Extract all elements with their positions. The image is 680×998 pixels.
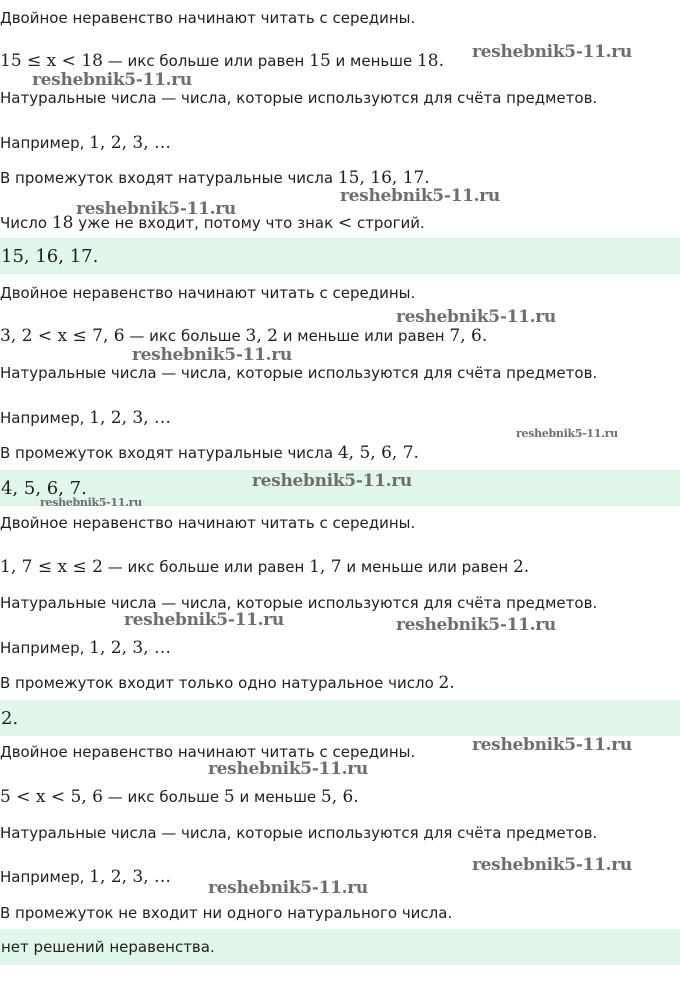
inequality-text-2: — икс больше — [124, 327, 246, 345]
inequality-bound-b-1: 18. — [416, 51, 445, 71]
inequality-math-3: 1, 7 ≤ x ≤ 2 — [0, 557, 103, 577]
example-math-4: 1, 2, 3, … — [89, 867, 172, 887]
inequality-mid-2: и меньше или равен — [277, 327, 450, 345]
natural-definition-3: Натуральные числа — числа, которые используются для счёта предметов. — [0, 594, 598, 612]
example-text-4: Например, — [0, 868, 90, 886]
watermark-text: reshebnik5-11.ru — [208, 878, 368, 898]
example-math-2: 1, 2, 3, … — [89, 408, 172, 428]
inequality-line-1 — [0, 51, 444, 71]
extra-note-part-a: Число — [0, 214, 52, 232]
intro-text-2: Двойное неравенство начинают читать с середины. — [0, 284, 416, 302]
inequality-text-4: — икс больше — [102, 788, 224, 806]
inequality-mid-3: и меньше или равен — [341, 558, 513, 576]
inequality-line-3 — [0, 557, 529, 577]
answer-text-2: 4, 5, 6, 7. — [1, 478, 87, 499]
answer-text-1: 15, 16, 17. — [1, 246, 99, 267]
range-math-2: 4, 5, 6, 7. — [337, 443, 419, 463]
watermark-text: reshebnik5-11.ru — [252, 471, 412, 491]
answer-box-3 — [0, 700, 680, 736]
range-text-2: В промежуток входят натуральные числа — [0, 444, 338, 462]
extra-note-number: 18 — [51, 213, 74, 233]
natural-definition-4: Натуральные числа — числа, которые используются для счёта предметов. — [0, 824, 598, 842]
example-line-3 — [0, 638, 171, 658]
intro-text-1: Двойное неравенство начинают читать с середины. — [0, 9, 416, 27]
inequality-math-4: 5 < x < 5, 6 — [0, 787, 103, 807]
example-line-1 — [0, 133, 171, 153]
watermark-text: reshebnik5-11.ru — [396, 307, 556, 327]
watermark-text: reshebnik5-11.ru — [396, 615, 556, 635]
watermark-text: reshebnik5-11.ru — [40, 496, 142, 509]
watermark-text: reshebnik5-11.ru — [76, 199, 236, 219]
range-text-4: В промежуток не входит ни одного натурального числа. — [0, 904, 453, 922]
inequality-bound-b-2: 7, 6. — [449, 326, 488, 346]
example-text-1: Например, — [0, 134, 90, 152]
watermark-text: reshebnik5-11.ru — [472, 735, 632, 755]
range-line-3 — [0, 673, 455, 693]
extra-note-sign: < — [337, 213, 353, 233]
answer-box-1 — [0, 238, 680, 274]
inequality-bound-b-4: 5, 6. — [320, 787, 359, 807]
range-text-1: В промежуток входят натуральные числа — [0, 169, 338, 187]
example-math-1: 1, 2, 3, … — [89, 133, 172, 153]
answer-text-4: нет решений неравенства. — [1, 938, 215, 956]
inequality-text-1: — икс больше или равен — [102, 52, 310, 70]
natural-definition-1: Натуральные числа — числа, которые используются для счёта предметов. — [0, 89, 598, 107]
answer-text-3: 2. — [1, 708, 19, 729]
example-line-4 — [0, 867, 171, 887]
example-line-2 — [0, 408, 171, 428]
inequality-mid-1: и меньше — [330, 52, 417, 70]
example-text-2: Например, — [0, 409, 90, 427]
answer-box-4 — [0, 929, 680, 965]
inequality-mid-4: и меньше — [234, 788, 321, 806]
watermark-text: reshebnik5-11.ru — [516, 427, 618, 440]
natural-definition-2: Натуральные числа — числа, которые используются для счёта предметов. — [0, 364, 598, 382]
watermark-text: reshebnik5-11.ru — [132, 345, 292, 365]
watermark-text: reshebnik5-11.ru — [124, 610, 284, 630]
example-text-3: Например, — [0, 639, 90, 657]
inequality-bound-b-3: 2. — [512, 557, 530, 577]
inequality-bound-a-3: 1, 7 — [309, 557, 342, 577]
intro-text-3: Двойное неравенство начинают читать с середины. — [0, 514, 416, 532]
range-math-3: 2. — [438, 673, 455, 693]
inequality-math-2: 3, 2 < x ≤ 7, 6 — [0, 326, 125, 346]
watermark-text: reshebnik5-11.ru — [32, 70, 192, 90]
watermark-text: reshebnik5-11.ru — [340, 186, 500, 206]
watermark-text: reshebnik5-11.ru — [472, 42, 632, 62]
inequality-bound-a-2: 3, 2 — [245, 326, 278, 346]
range-math-1: 15, 16, 17. — [337, 168, 430, 188]
range-line-1 — [0, 168, 430, 188]
extra-note-part-e: строгий. — [352, 214, 425, 232]
inequality-line-2 — [0, 326, 487, 346]
range-text-3: В промежуток входит только одно натуральное число — [0, 674, 439, 692]
inequality-math-1: 15 ≤ x < 18 — [0, 51, 103, 71]
inequality-bound-a-4: 5 — [223, 787, 235, 807]
watermark-text: reshebnik5-11.ru — [472, 855, 632, 875]
extra-note-part-c: уже не входит, потому что знак — [73, 214, 338, 232]
example-math-3: 1, 2, 3, … — [89, 638, 172, 658]
inequality-text-3: — икс больше или равен — [102, 558, 310, 576]
inequality-bound-a-1: 15 — [309, 51, 331, 71]
watermark-text: reshebnik5-11.ru — [208, 759, 368, 779]
inequality-line-4 — [0, 787, 359, 807]
range-line-2 — [0, 443, 419, 463]
intro-text-4: Двойное неравенство начинают читать с середины. — [0, 743, 416, 761]
